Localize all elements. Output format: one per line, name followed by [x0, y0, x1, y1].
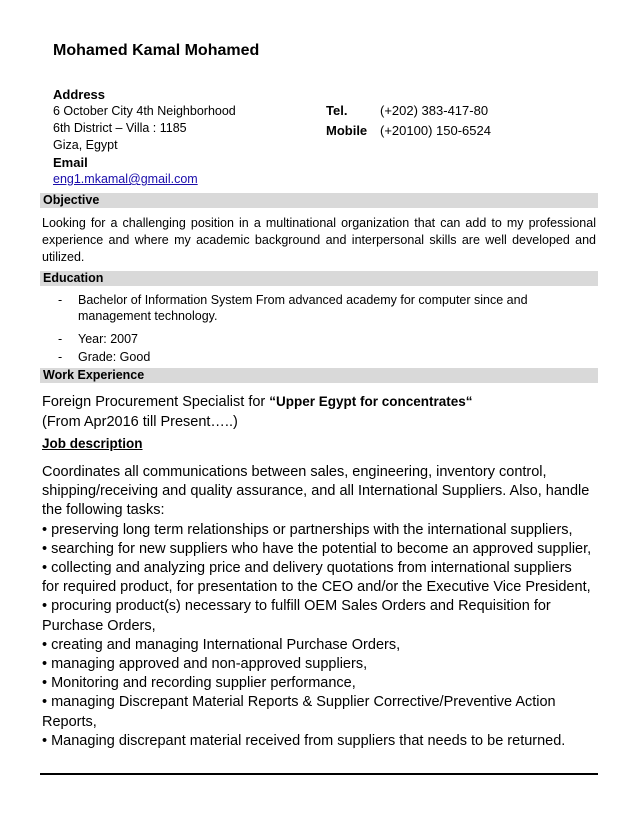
dash-bullet: -	[58, 350, 63, 364]
work-period: (From Apr2016 till Present…..)	[42, 414, 238, 430]
tel-label: Tel.	[326, 103, 348, 118]
education-heading: Education	[40, 271, 598, 286]
jd-line: for required product, for presentation to the CEO and/or the Executive Vice President,	[42, 579, 591, 596]
objective-heading: Objective	[40, 193, 598, 208]
address-block	[53, 86, 236, 188]
mobile-label: Mobile	[326, 123, 368, 138]
mobile-row	[326, 121, 491, 141]
jd-line: • preserving long term relationships or partnerships with the international suppliers,	[42, 521, 573, 538]
education-year: Year: 2007	[78, 332, 139, 346]
address-line-2: 6th District – Villa : 1185	[53, 121, 187, 135]
dash-bullet: -	[58, 293, 63, 307]
jd-line: • searching for new suppliers who have the potential to become an approved supplier,	[42, 540, 592, 557]
work-heading: Work Experience	[40, 368, 598, 383]
mobile-value: (+20100) 150-6524	[380, 123, 491, 138]
address-line-1: 6 October City 4th Neighborhood	[53, 104, 236, 118]
jd-line: • collecting and analyzing price and delivery quotations from international suppliers	[42, 560, 572, 577]
company-name: “Upper Egypt for concentrates“	[269, 394, 473, 409]
job-description	[42, 463, 602, 751]
position-line	[42, 392, 598, 412]
job-description-heading: Job description	[42, 436, 143, 451]
education-grade: Grade: Good	[78, 350, 151, 364]
tel-row	[326, 101, 491, 121]
jd-line: • creating and managing International Purchase Orders,	[42, 636, 401, 653]
jd-line: • Managing discrepant material received from suppliers that needs to be returned.	[42, 732, 566, 749]
jd-line: shipping/receiving and quality assurance, and all International Suppliers. Also, handle	[42, 483, 590, 500]
address-label: Address	[53, 87, 106, 102]
list-item	[58, 349, 578, 365]
education-list	[58, 292, 578, 367]
email-label: Email	[53, 155, 88, 170]
dash-bullet: -	[58, 332, 63, 346]
tel-value: (+202) 383-417-80	[380, 103, 489, 118]
jd-line: Reports,	[42, 713, 97, 730]
education-degree: Bachelor of Information System From advanced academy for computer since and management technology.	[78, 293, 528, 323]
position-title: Foreign Procurement Specialist for	[42, 394, 270, 410]
jd-line: Coordinates all communications between sales, engineering, inventory control,	[42, 464, 547, 480]
jd-line: the following tasks:	[42, 502, 165, 519]
jd-line: • managing Discrepant Material Reports & Supplier Corrective/Preventive Action	[42, 694, 556, 711]
candidate-name: Mohamed Kamal Mohamed	[53, 42, 260, 59]
contact-block	[326, 101, 491, 141]
objective-text: Looking for a challenging position in a multinational organization that can add to my professional experience and where my academic background and interpersonal skills are well developed and utilized.	[42, 216, 596, 264]
email-link[interactable]: eng1.mkamal@gmail.com	[53, 172, 198, 186]
work-position	[42, 392, 598, 432]
jd-line: Purchase Orders,	[42, 617, 156, 634]
jd-line: • Monitoring and recording supplier performance,	[42, 675, 356, 692]
footer-divider	[40, 773, 598, 775]
list-item	[58, 331, 578, 347]
jd-line: • managing approved and non-approved suppliers,	[42, 656, 368, 673]
list-item	[58, 292, 578, 324]
address-line-3: Giza, Egypt	[53, 138, 118, 152]
jd-line: • procuring product(s) necessary to fulfill OEM Sales Orders and Requisition for	[42, 598, 551, 615]
